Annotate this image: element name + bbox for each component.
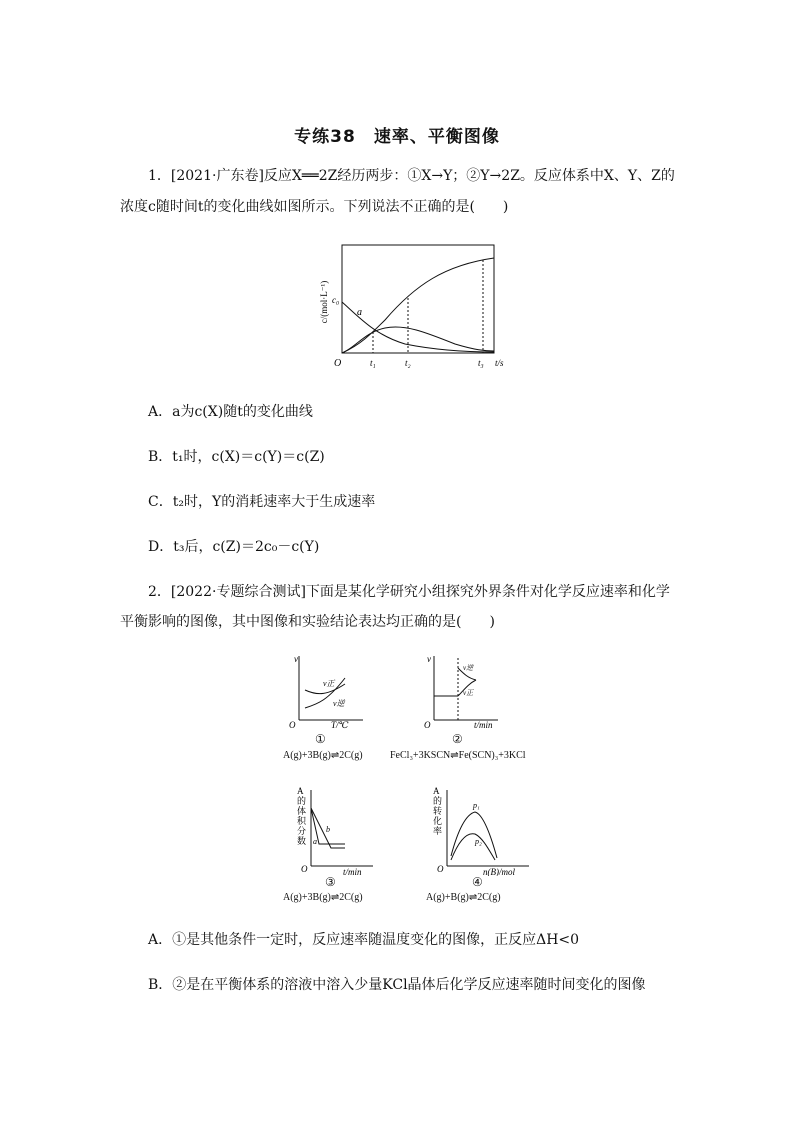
fig2-l1: v逆 bbox=[463, 664, 474, 672]
fig1-caption: A(g)+3B(g)⇌2C(g) bbox=[283, 750, 363, 761]
fig3-xlabel: t/min bbox=[343, 867, 362, 876]
q1-t1-label: t₁ bbox=[370, 358, 376, 368]
fig1-ylabel: v bbox=[294, 654, 298, 664]
fig2-caption: FeCl₃+3KSCN⇌Fe(SCN)₃+3KCl bbox=[390, 750, 526, 761]
q1-stem-line2: 浓度c随时间t的变化曲线如图所示。下列说法不正确的是( ) bbox=[120, 199, 509, 215]
q1-option-a: A．a为c(X)随t的变化曲线 bbox=[148, 404, 313, 420]
fig1-l2: v逆 bbox=[333, 699, 345, 708]
q1-c0-label: c₀ bbox=[332, 295, 340, 305]
q2-figure-3 bbox=[283, 786, 375, 876]
q1-option-c: C．t₂时，Y的消耗速率大于生成速率 bbox=[148, 494, 376, 510]
fig2-origin: O bbox=[424, 720, 431, 730]
q1-t3-label: t₃ bbox=[478, 358, 484, 368]
q2-stem-line1: 2．[2022·专题综合测试]下面是某化学研究小组探究外界条件对化学反应速率和化学 bbox=[148, 584, 670, 600]
q2-figure-2 bbox=[418, 650, 508, 730]
q1-curve-z bbox=[342, 258, 494, 353]
q1-t2-label: t₂ bbox=[405, 358, 411, 368]
fig1-number: ① bbox=[315, 732, 326, 746]
q1-origin: O bbox=[334, 358, 342, 369]
fig2-number: ② bbox=[452, 732, 463, 746]
q1-curve-y bbox=[342, 327, 494, 353]
q2-option-a: A．①是其他条件一定时，反应速率随温度变化的图像，正反应ΔH<0 bbox=[148, 932, 580, 948]
q1-x-unit: t/s bbox=[495, 358, 504, 368]
q2-figure-4 bbox=[425, 786, 535, 876]
q1-option-b: B．t₁时，c(X)＝c(Y)＝c(Z) bbox=[148, 449, 325, 465]
fig4-caption: A(g)+B(g)⇌2C(g) bbox=[426, 892, 501, 903]
page-title: 专练38 速率、平衡图像 bbox=[294, 127, 500, 147]
fig2-ylabel: v bbox=[427, 654, 431, 664]
fig1-l1: v正 bbox=[323, 679, 335, 688]
fig4-l1: p₁ bbox=[473, 801, 480, 810]
fig3-l2: a bbox=[313, 837, 317, 846]
fig3-ylabel: A 的体积分数 bbox=[297, 786, 307, 846]
fig3-caption: A(g)+3B(g)⇌2C(g) bbox=[283, 892, 363, 903]
fig3-number: ③ bbox=[325, 875, 336, 889]
q1-option-d: D．t₃后，c(Z)＝2c₀－c(Y) bbox=[148, 539, 320, 555]
q2-stem-line2: 平衡影响的图像，其中图像和实验结论表达均正确的是( ) bbox=[120, 614, 495, 630]
fig4-l2: p₂ bbox=[475, 837, 482, 846]
q1-stem-line1: 1．[2021·广东卷]反应X══2Z经历两步：①X→Y；②Y→2Z。反应体系中X、Y、Z的 bbox=[148, 168, 675, 184]
fig3-l1: b bbox=[326, 825, 330, 834]
fig1-origin: O bbox=[289, 720, 296, 730]
fig4-xlabel: n(B)/mol bbox=[483, 867, 515, 876]
q1-curve-a-label: a bbox=[357, 307, 362, 318]
fig4-ylabel: A 的转化率 bbox=[433, 786, 443, 836]
q2-option-b: B．②是在平衡体系的溶液中溶入少量KCl晶体后化学反应速率随时间变化的图像 bbox=[148, 977, 646, 993]
q2-figure-1 bbox=[283, 650, 373, 730]
fig1-xlabel: T/℃ bbox=[331, 720, 349, 730]
q1-curve-x bbox=[342, 302, 494, 352]
fig4-origin: O bbox=[437, 864, 444, 874]
fig3-origin: O bbox=[301, 864, 308, 874]
q1-ylabel: c/(mol·L⁻¹) bbox=[319, 280, 329, 324]
fig2-xlabel: t/min bbox=[474, 720, 493, 730]
q1-figure bbox=[315, 240, 515, 370]
fig2-l2: v正 bbox=[463, 689, 474, 697]
fig4-number: ④ bbox=[472, 875, 483, 889]
